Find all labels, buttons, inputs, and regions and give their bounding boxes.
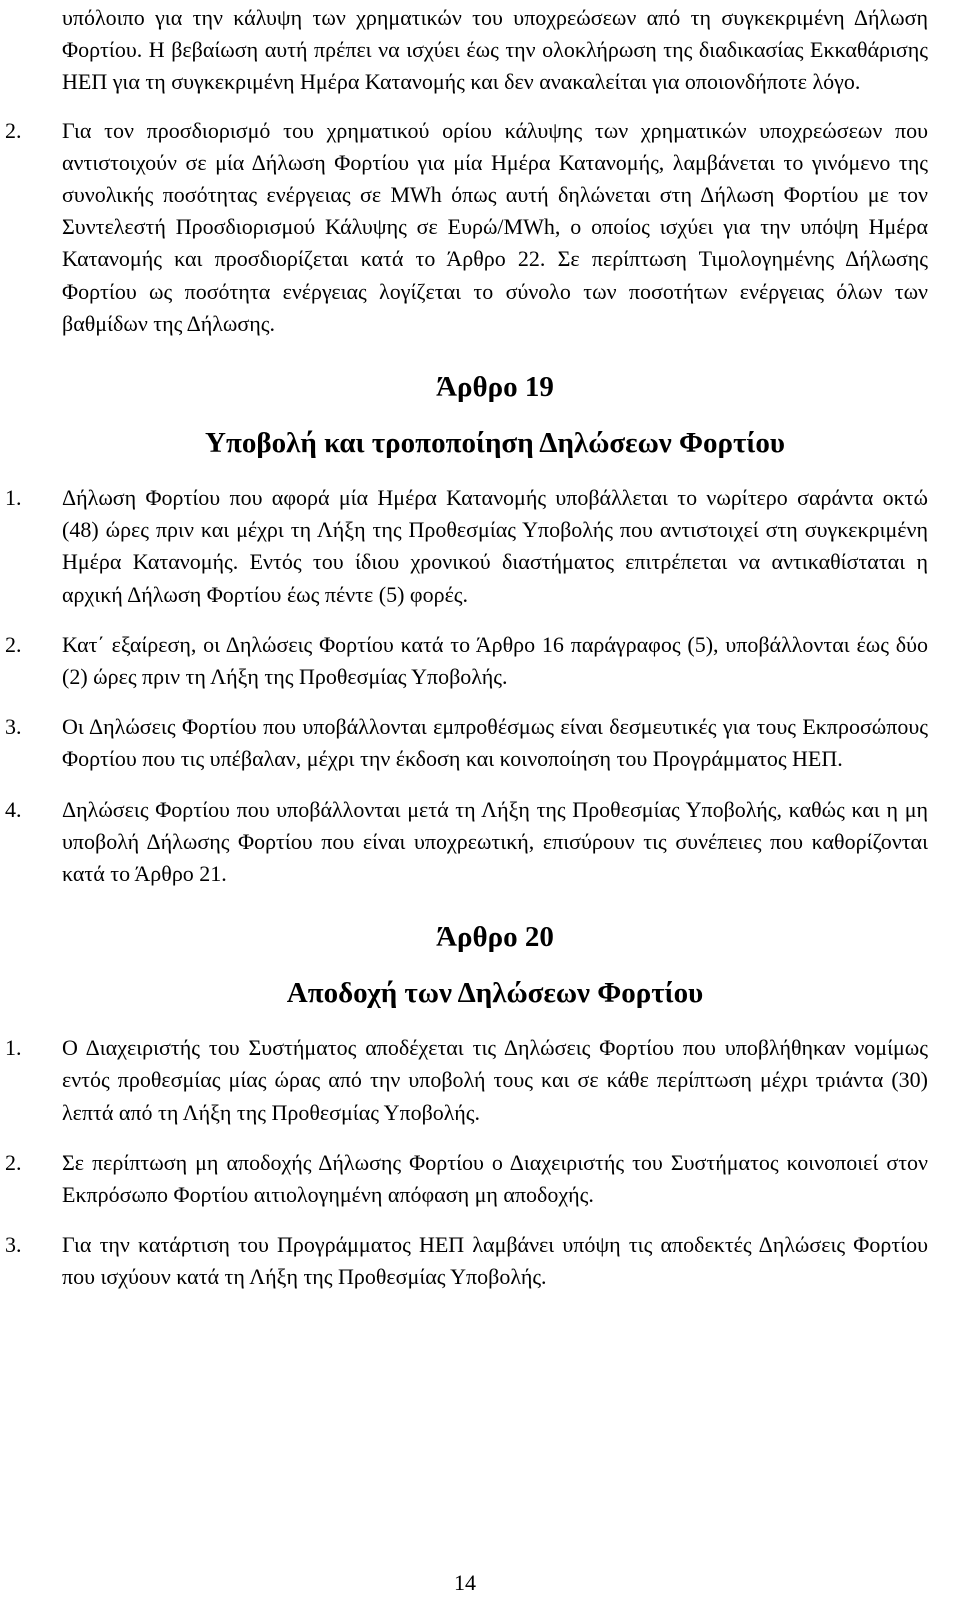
article-20-number: Άρθρο 20 [436, 921, 554, 954]
item-text: Οι Δηλώσεις Φορτίου που υποβάλλονται εμπροθέσμως είναι δεσμευτικές για τους Εκπροσώπους Φορτίου που τις υπέβαλαν, μέχρι την έκδοση και κοινοποίηση του Προγράμματος ΗΕΠ. [62, 714, 928, 772]
item-number: 1. [5, 1035, 22, 1061]
article19-item-2 [5, 629, 928, 693]
item-text: Κατ΄ εξαίρεση, οι Δηλώσεις Φορτίου κατά το Άρθρο 16 παράγραφος (5), υποβάλλονται έως δύο (2) ώρες πριν τη Λήξη της Προθεσμίας Υποβολής. [62, 631, 928, 690]
item-text: Ο Διαχειριστής του Συστήματος αποδέχεται τις Δηλώσεις Φορτίου που υποβλήθηκαν νομίμως εντός προθεσμίας μίας ώρας από την υποβολή τους και σε κάθε περίπτωση μέχρι τριάντα (30) λεπτά από τη Λήξη της Προθεσμίας Υποβολής. [62, 1035, 928, 1125]
item-text: Για τον προσδιορισμό του χρηματικού ορίου κάλυψης των χρηματικών υποχρεώσεων που αντιστοιχούν σε μία Δήλωση Φορτίου για μία Ημέρα Κατανομής, λαμβάνεται το γινόμενο της συνολικής ποσότητας ενέργειας σε MWh όπως αυτή δηλώνεται στη Δήλωση Φορτίου με τον Συντελεστή Προσδιορισμού Κάλυψης σε Ευρώ/MWh, ο οποίος ισχύει για την υπόψη Ημέρα Κατανομής και προσδιορίζεται κατά το Άρθρο 22. Σε περίπτωση Τιμολογημένης Δήλωσης Φορτίου ως ποσότητα ενέργειας λογίζεται το σύνολο των ποσοτήτων ενέργειας όλων των βαθμίδων της Δήλωσης. [62, 117, 928, 336]
article-20-title: Αποδοχή των Δηλώσεων Φορτίου [286, 977, 704, 1010]
page-number: 14 [454, 1570, 476, 1595]
article20-item-3 [5, 1229, 928, 1293]
article-19-title: Υποβολή και τροποποίηση Δηλώσεων Φορτίου [205, 427, 785, 460]
item-text: Δήλωση Φορτίου που αφορά μία Ημέρα Κατανομής υποβάλλεται το νωρίτερο σαράντα οκτώ (48) ώρες πριν και μέχρι τη Λήξη της Προθεσμίας Υποβολής που αντιστοιχεί στη συγκεκριμένη Ημέρα Κατανομής. Εντός του ίδιου χρονικού διαστήματος επιτρέπεται να αντικαθίσταται η αρχική Δήλωση Φορτίου έως πέντε (5) φορές. [62, 485, 928, 607]
article-19-number: Άρθρο 19 [436, 371, 554, 404]
article19-item-1 [5, 482, 928, 611]
article19-item-4 [5, 794, 928, 891]
item-number: 1. [5, 485, 22, 511]
document-page [5, 2, 928, 1312]
article20-item-2 [5, 1147, 928, 1211]
item-number: 2. [5, 117, 22, 143]
item-text: Δηλώσεις Φορτίου που υποβάλλονται μετά τη Λήξη της Προθεσμίας Υποβολής, καθώς και η μη υποβολή Δήλωσης Φορτίου που είναι υποχρεωτική, επισύρουν τις συνέπειες που καθορίζονται κατά το Άρθρο 21. [62, 796, 928, 887]
article18-item-2 [5, 115, 928, 340]
item-text: Σε περίπτωση μη αποδοχής Δήλωσης Φορτίου ο Διαχειριστής του Συστήματος κοινοποιεί στον Εκπρόσωπο Φορτίου αιτιολογημένη απόφαση μη αποδοχής. [62, 1149, 928, 1208]
continuation-paragraph: υπόλοιπο για την κάλυψη των χρηματικών του υποχρεώσεων από τη συγκεκριμένη Δήλωση Φορτίου. Η βεβαίωση αυτή πρέπει να ισχύει έως την ολοκλήρωση της διαδικασίας Εκκαθάρισης ΗΕΠ για τη συγκεκριμένη Ημέρα Κατανομής και δεν ανακαλείται για οποιονδήποτε λόγο. [62, 5, 928, 95]
item-number: 3. [5, 1232, 22, 1258]
item-text: Για την κατάρτιση του Προγράμματος ΗΕΠ λαμβάνει υπόψη τις αποδεκτές Δηλώσεις Φορτίου που ισχύουν κατά τη Λήξη της Προθεσμίας Υποβολής. [62, 1232, 928, 1290]
article19-item-3 [5, 711, 928, 775]
article20-item-1 [5, 1032, 928, 1129]
item-number: 3. [5, 714, 22, 740]
item-number: 2. [5, 1149, 22, 1175]
item-number: 2. [5, 631, 22, 657]
item-number: 4. [5, 796, 22, 822]
